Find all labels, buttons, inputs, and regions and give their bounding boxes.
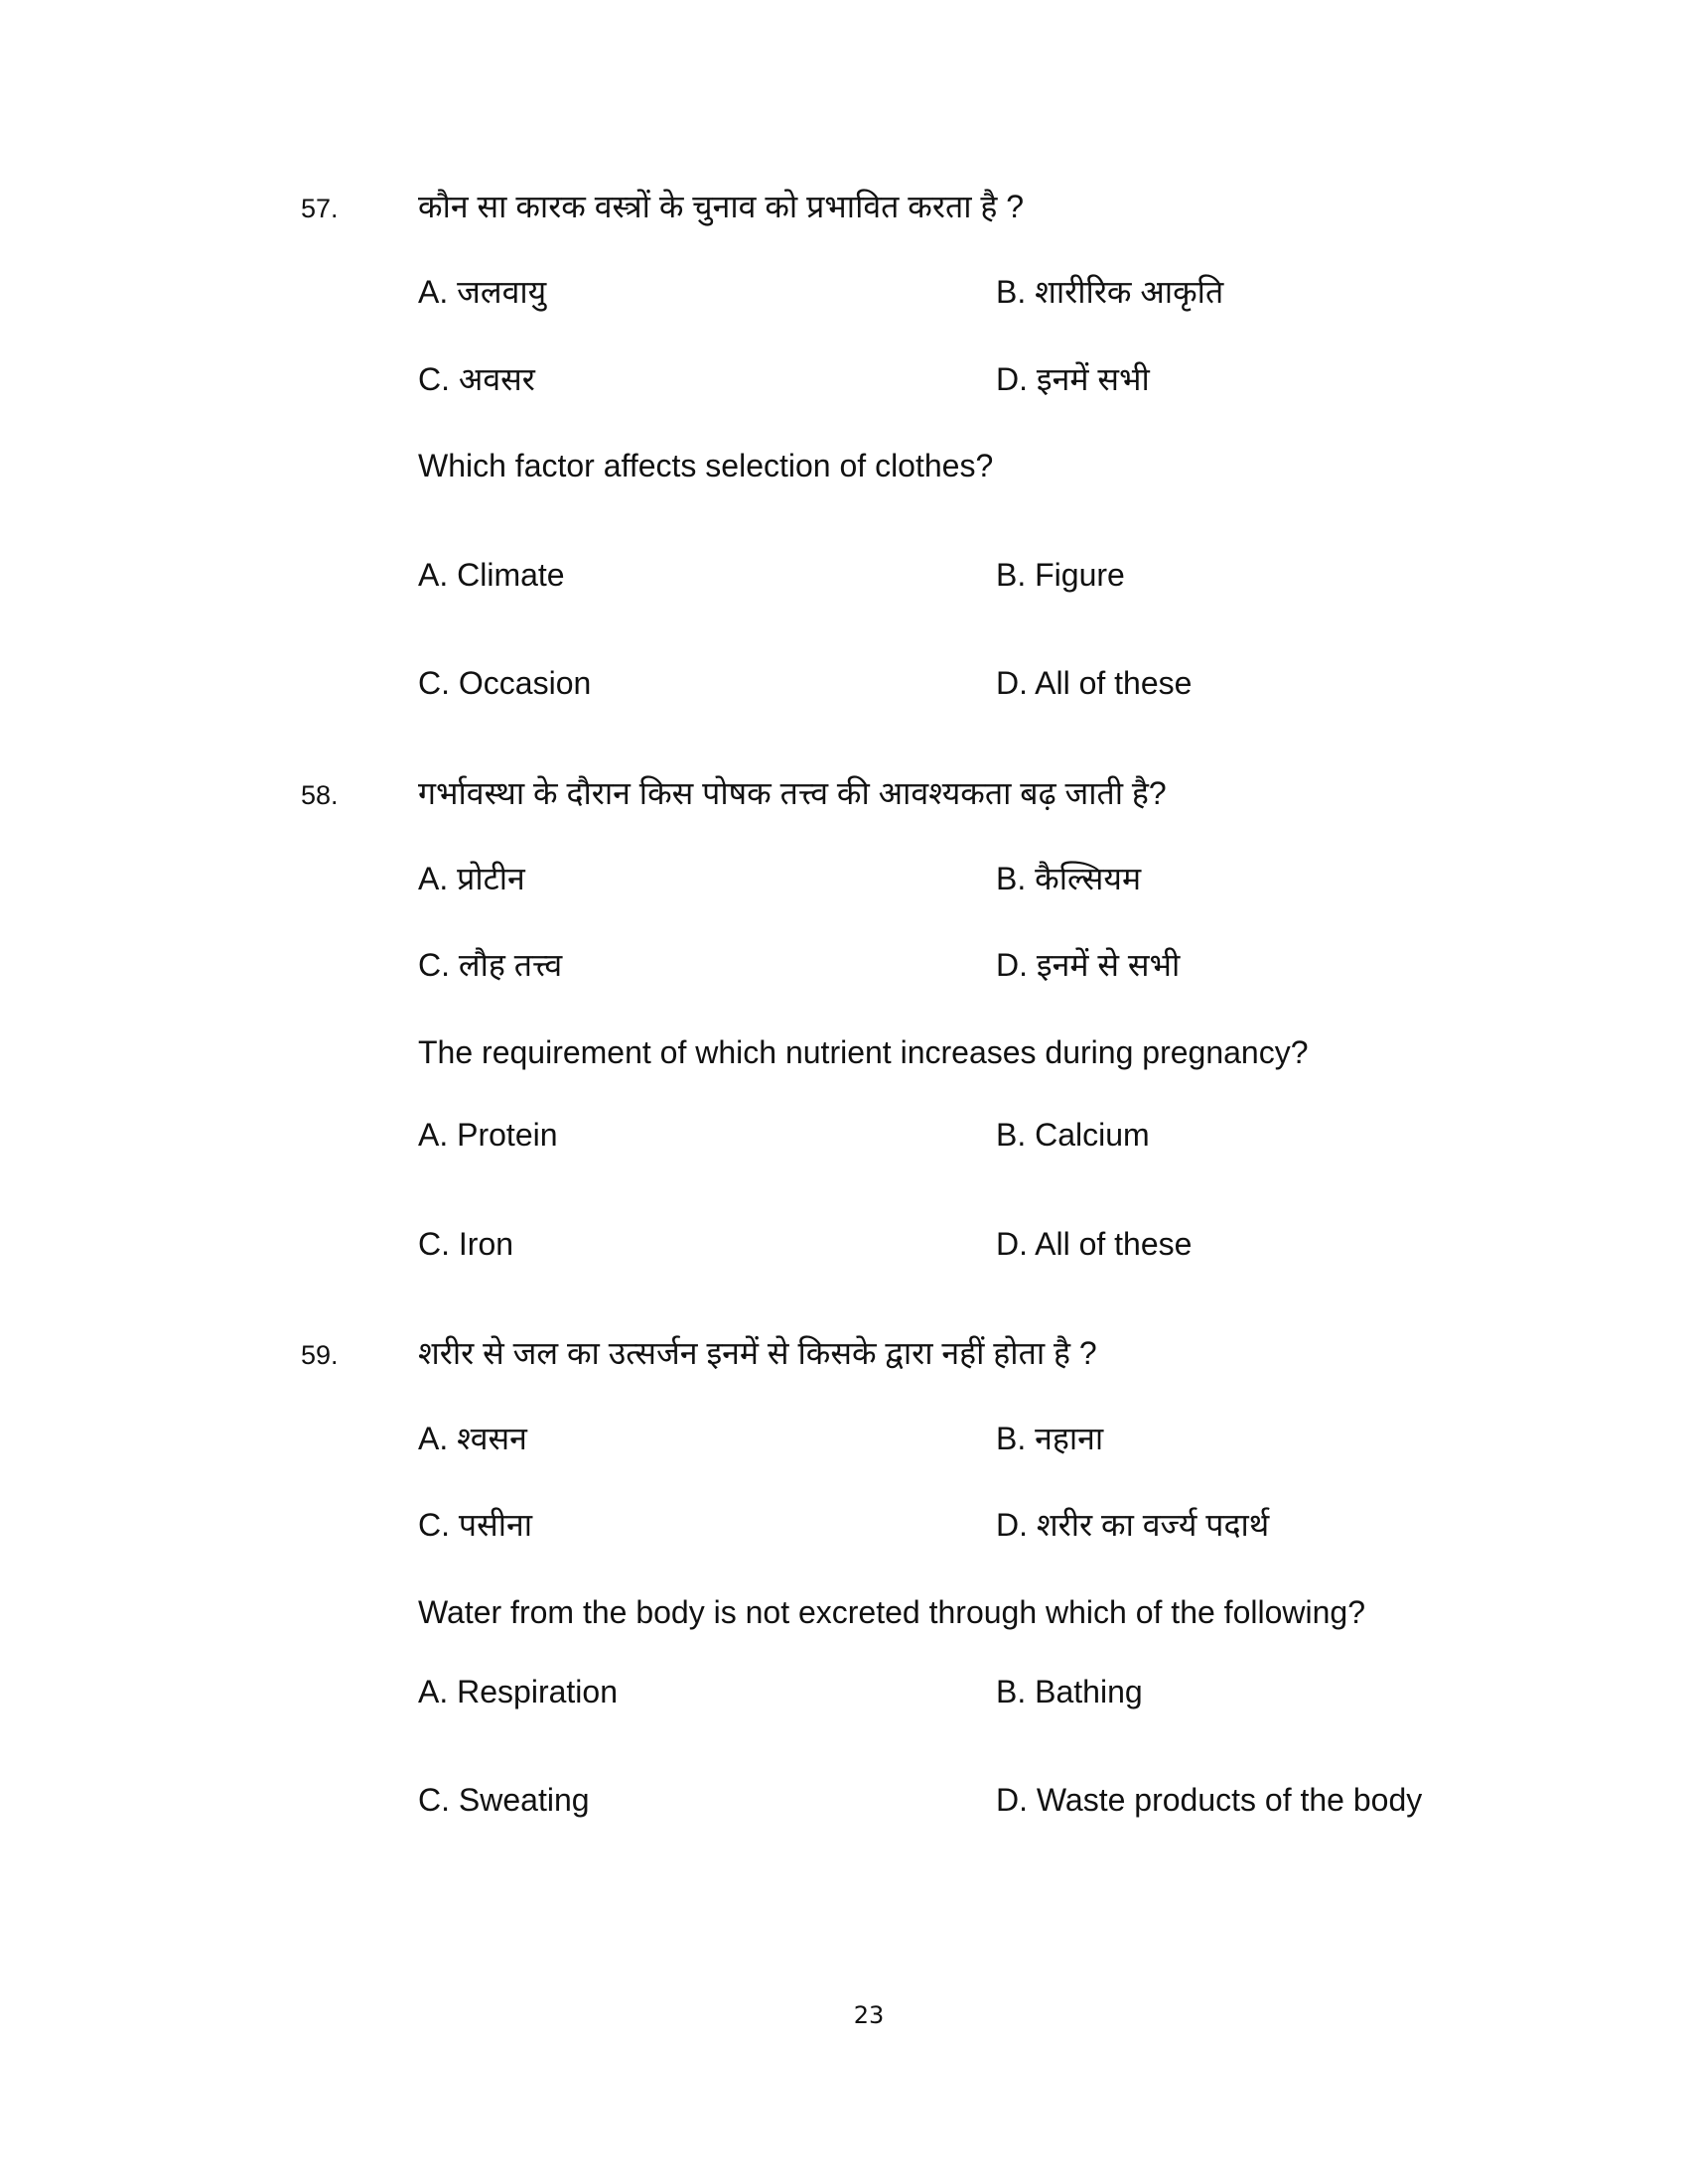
question-number: 58. <box>301 780 339 810</box>
option-d-hindi: D. इनमें से सभी <box>996 947 1181 983</box>
option-b-english: B. Figure <box>996 557 1125 593</box>
option-b-english: B. Calcium <box>996 1117 1150 1153</box>
option-d-english: D. All of these <box>996 665 1193 701</box>
option-b-hindi: B. कैल्सियम <box>996 861 1142 896</box>
option-c-hindi: C. पसीना <box>418 1507 533 1543</box>
option-c-english: C. Iron <box>418 1226 514 1262</box>
question-text-hindi: कौन सा कारक वस्त्रों के चुनाव को प्रभावित करता है ? <box>418 189 1025 224</box>
option-a-hindi: A. श्वसन <box>418 1421 527 1456</box>
option-c-english: C. Sweating <box>418 1782 590 1818</box>
option-b-hindi: B. नहाना <box>996 1421 1104 1456</box>
question-text-english: Which factor affects selection of clothes? <box>418 448 994 483</box>
question-text-hindi: शरीर से जल का उत्सर्जन इनमें से किसके द्वारा नहीं होता है ? <box>418 1335 1097 1371</box>
option-d-english: D. Waste products of the body <box>996 1782 1423 1818</box>
option-d-english: D. All of these <box>996 1226 1193 1262</box>
option-b-english: B. Bathing <box>996 1674 1143 1709</box>
question-text-hindi: गर्भावस्था के दौरान किस पोषक तत्त्व की आवश्यकता बढ़ जाती है? <box>418 775 1167 811</box>
option-c-hindi: C. लौह तत्त्व <box>418 947 563 983</box>
option-a-english: A. Respiration <box>418 1674 618 1709</box>
option-d-hindi: D. शरीर का वर्ज्य पदार्थ <box>996 1507 1270 1543</box>
question-number: 59. <box>301 1340 339 1370</box>
question-number: 57. <box>301 194 339 223</box>
option-c-english: C. Occasion <box>418 665 592 701</box>
option-c-hindi: C. अवसर <box>418 361 535 397</box>
question-text-english: The requirement of which nutrient increases during pregnancy? <box>418 1034 1309 1070</box>
question-text-english: Water from the body is not excreted through which of the following? <box>418 1594 1365 1630</box>
option-d-hindi: D. इनमें सभी <box>996 361 1150 397</box>
option-a-hindi: A. प्रोटीन <box>418 861 525 896</box>
option-a-english: A. Protein <box>418 1117 558 1153</box>
page-number: 23 <box>853 2001 885 2029</box>
option-a-hindi: A. जलवायु <box>418 274 547 310</box>
option-b-hindi: B. शारीरिक आकृति <box>996 274 1224 310</box>
option-a-english: A. Climate <box>418 557 565 593</box>
